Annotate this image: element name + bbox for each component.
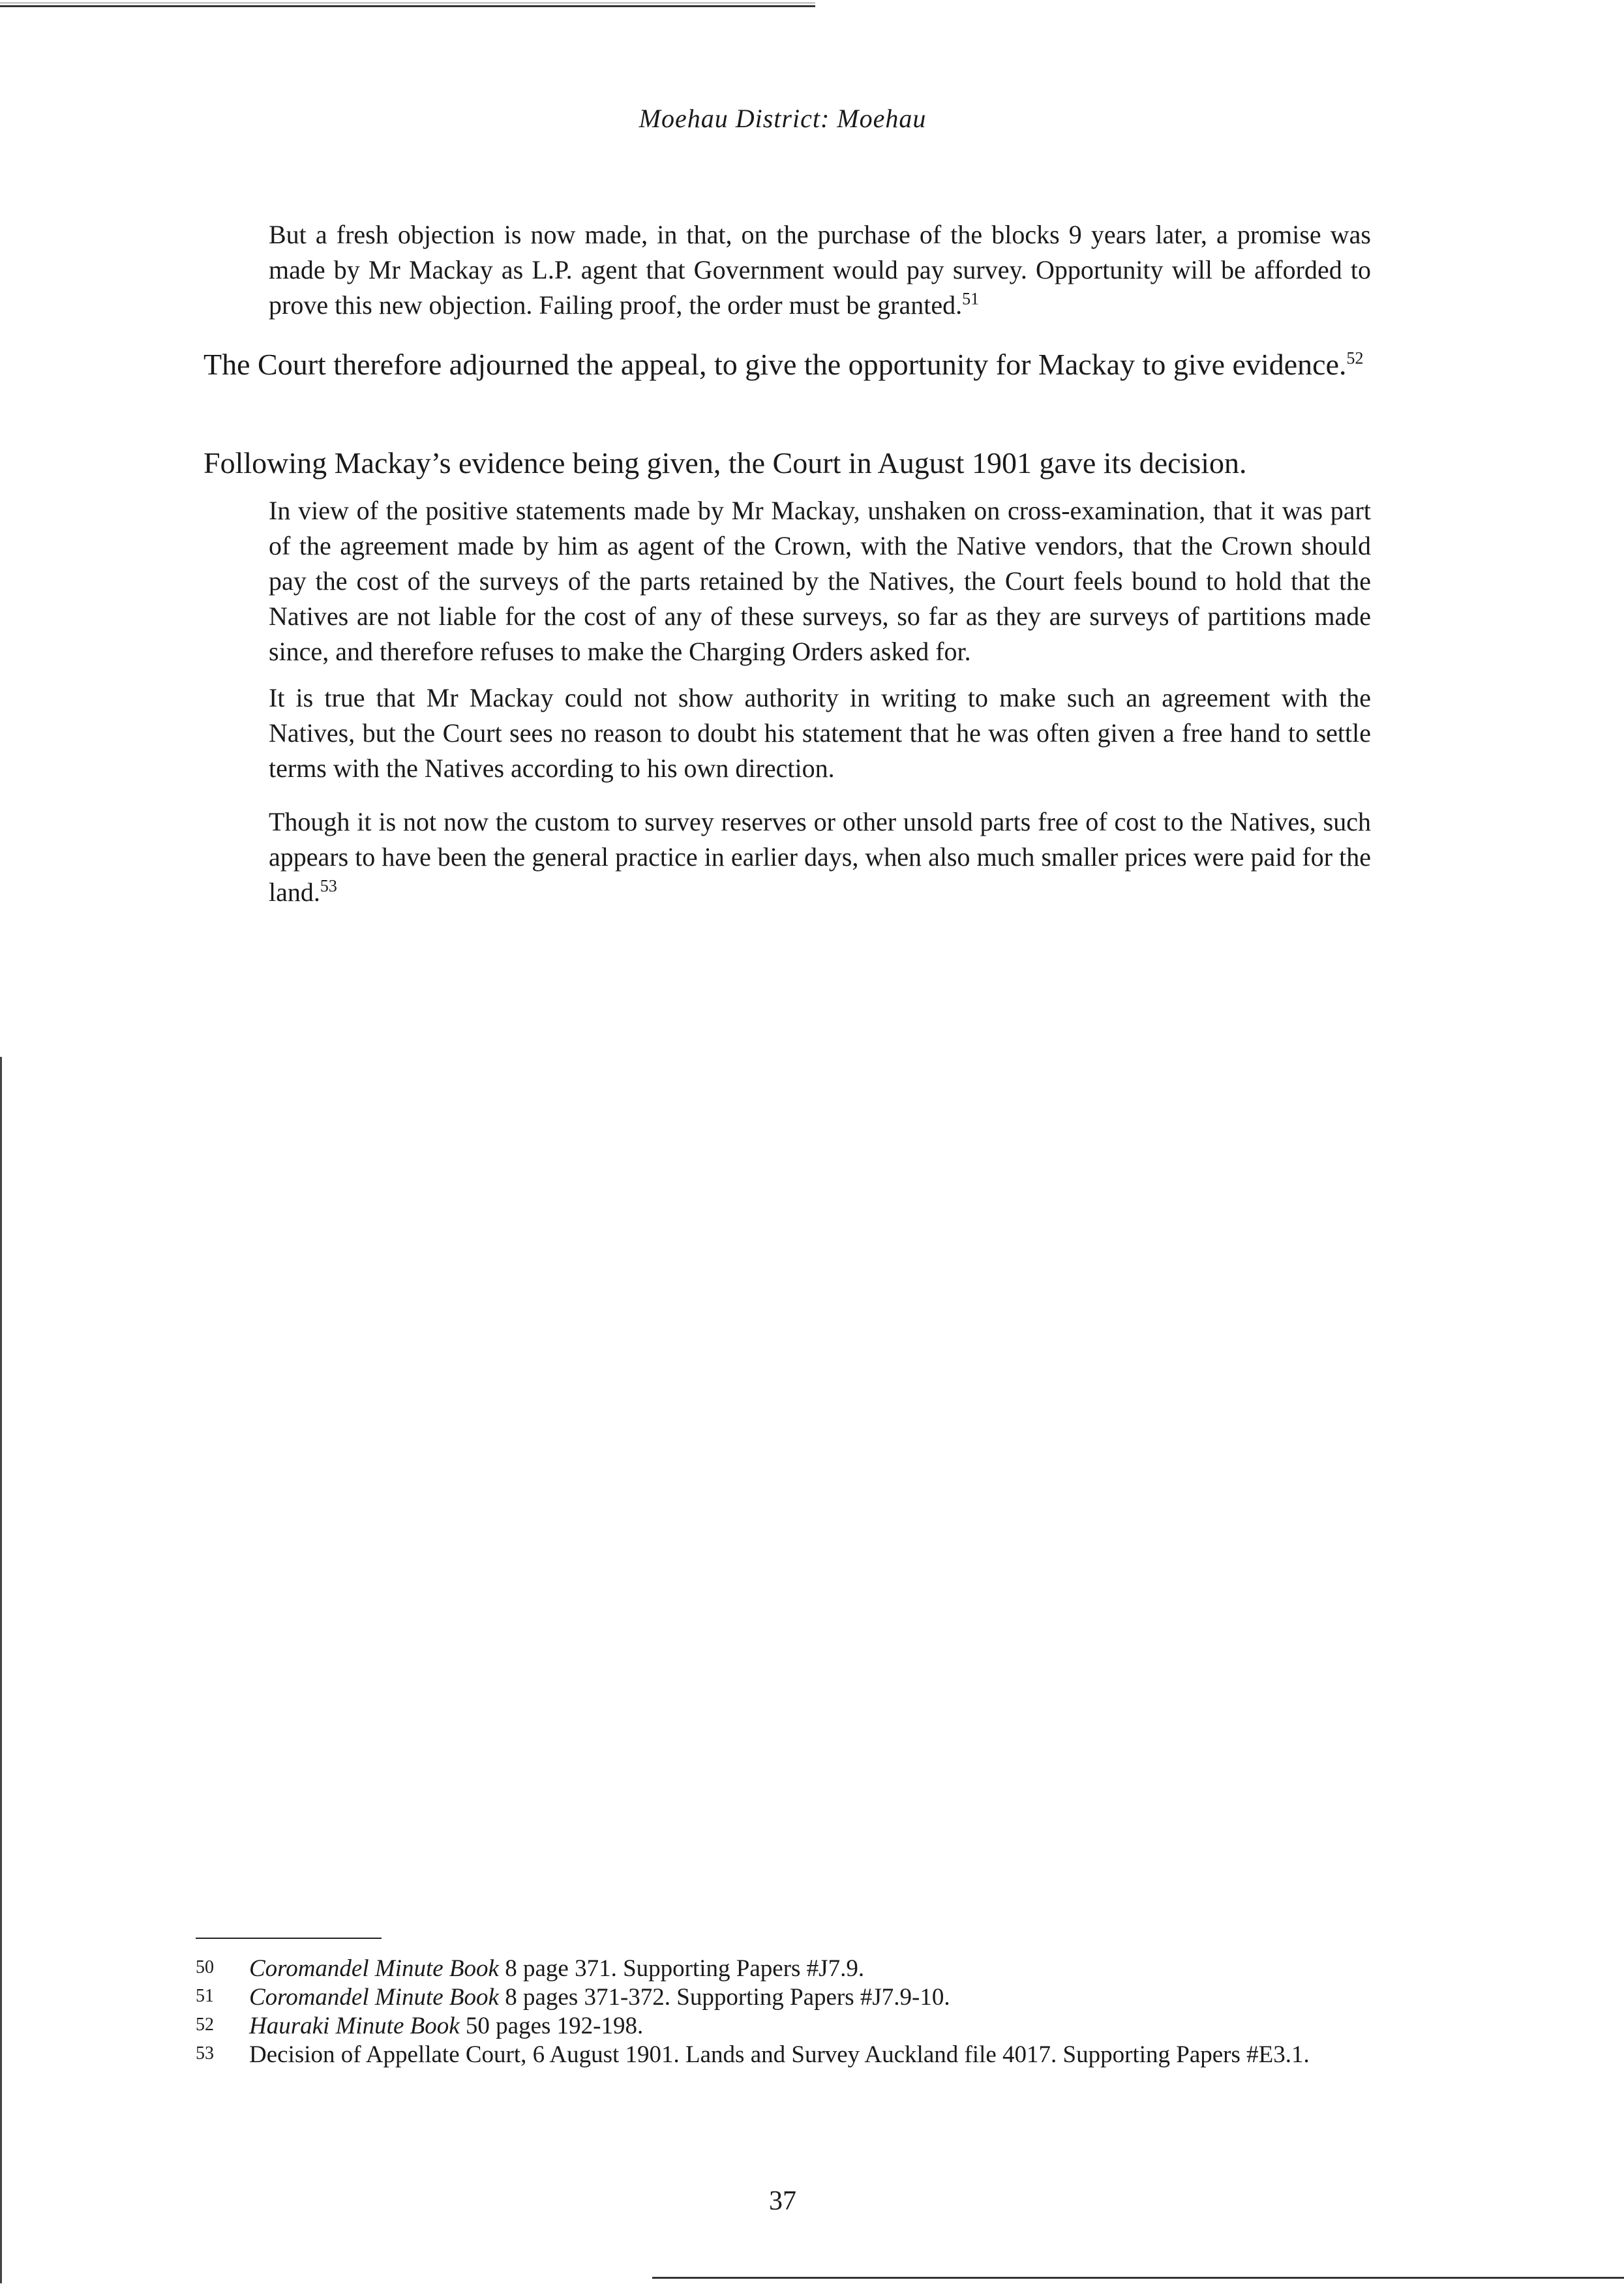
footnote-detail: 8 pages 371-372. Supporting Papers #J7.9-10. — [498, 1984, 950, 2011]
footnote-ref-51[interactable]: 51 — [962, 289, 980, 309]
quote-authority-text: It is true that Mr Mackay could not show authority in writing to make such an agreement with the Natives, but the Court sees no reason to doubt his statement that he was often given a free hand to settle terms with the Natives according to his own direction. — [269, 683, 1371, 783]
footnote-number: 52 — [196, 2015, 214, 2035]
footnote-item-50 — [196, 1955, 1370, 1983]
footnote-separator — [196, 1938, 382, 1939]
footnote-item-52 — [196, 2012, 1370, 2041]
quote-custom-text: Though it is not now the custom to survey reserves or other unsold parts free of cost to the Natives, such appears to have been the general practice in earlier days, when also much smaller prices were paid for the land. — [269, 807, 1371, 907]
quote-objection-text: But a fresh objection is now made, in that, on the purchase of the blocks 9 years later, a promise was made by Mr Mackay as L.P. agent that Government would pay survey. Opportunity will be afforded to prove this new objection. Failing proof, the order must be granted. — [269, 220, 1371, 320]
footnote-source: Coromandel Minute Book — [249, 1955, 499, 1982]
footnote-item-51 — [196, 1983, 1370, 2012]
footnote-number: 51 — [196, 1986, 214, 2006]
footnote-ref-53[interactable]: 53 — [320, 876, 337, 896]
running-head: Moehau District: Moehau — [639, 104, 927, 133]
body-paragraph-adjourned — [203, 345, 1371, 384]
footnote-detail: 50 pages 192-198. — [459, 2013, 644, 2039]
scan-edge-left — [0, 1057, 2, 2283]
footnote-text — [249, 2041, 1370, 2069]
footnotes — [196, 1955, 1370, 2069]
footnote-item-53 — [196, 2041, 1370, 2069]
footnote-number: 53 — [196, 2043, 214, 2063]
footnote-text — [249, 1983, 1370, 2012]
footnote-detail: 8 page 371. Supporting Papers #J7.9. — [498, 1955, 865, 1982]
quote-objection — [269, 217, 1371, 323]
body-paragraph-adjourned-text: The Court therefore adjourned the appeal, to give the opportunity for Mackay to give evidence. — [203, 348, 1347, 381]
footnote-ref-52[interactable]: 52 — [1346, 348, 1364, 368]
body-paragraph-decision-text: Following Mackay’s evidence being given, the Court in August 1901 gave its decision. — [203, 446, 1247, 480]
page-number: 37 — [769, 2186, 796, 2216]
quote-positive-statements-text: In view of the positive statements made by Mr Mackay, unshaken on cross-examination, that it was part of the agreement made by him as agent of the Crown, with the Native vendors, that the Crown should pay the cost of the surveys of the parts retained by the Natives, the Court feels bound to hold that the Natives are not liable for the cost of any of these surveys, so far as they are surveys of partitions made since, and therefore refuses to make the Charging Orders asked for. — [269, 496, 1371, 666]
quote-custom — [269, 804, 1371, 910]
scan-edge-bottom — [652, 2277, 1624, 2279]
footnote-detail: Decision of Appellate Court, 6 August 1901. Lands and Survey Auckland file 4017. Supporting Papers #E3.1. — [249, 2041, 1310, 2068]
quote-authority — [269, 680, 1371, 786]
footnote-source: Coromandel Minute Book — [249, 1984, 499, 2011]
body-paragraph-decision — [203, 444, 1371, 483]
footnote-number: 50 — [196, 1957, 214, 1977]
footnote-source: Hauraki Minute Book — [249, 2013, 460, 2039]
quote-positive-statements — [269, 493, 1371, 669]
scan-edge-top — [0, 5, 815, 7]
footnote-text — [249, 1955, 1370, 1983]
footnote-text — [249, 2012, 1370, 2041]
